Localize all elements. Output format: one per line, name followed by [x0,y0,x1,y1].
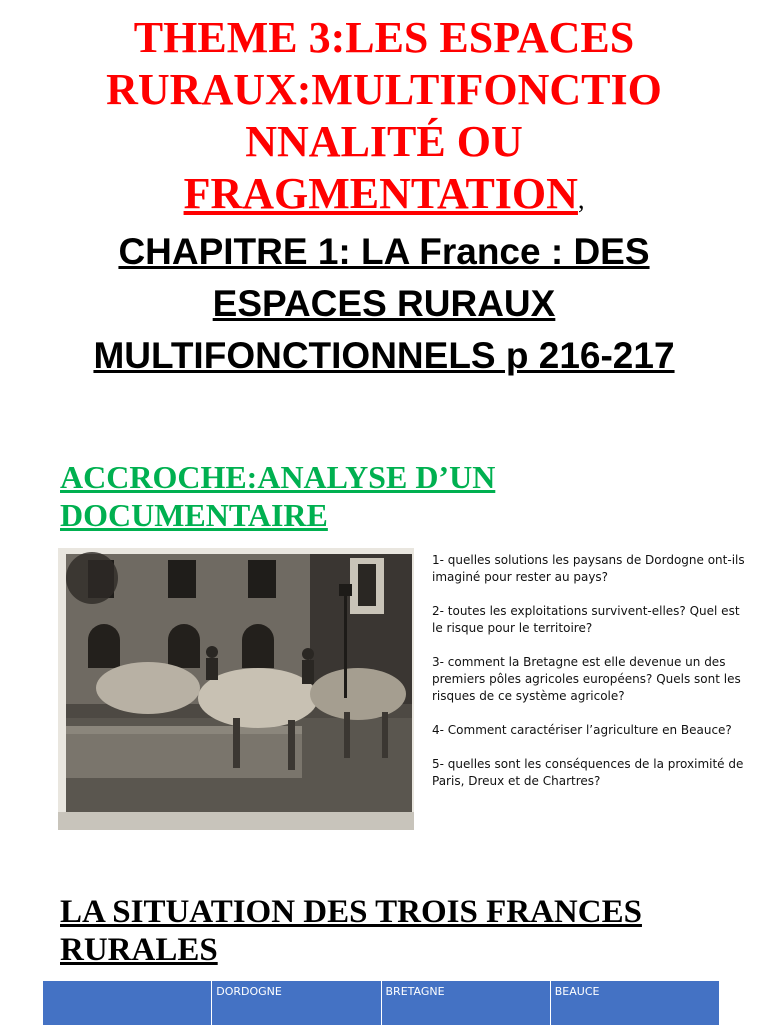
chapter-title [0,226,768,382]
theme-title-line-1: THEME 3:LES ESPACES [133,13,635,62]
theme-title-line-4-wrap [0,168,768,226]
regions-table [42,980,720,1026]
table-header-cell-dordogne: DORDOGNE [212,981,381,1026]
theme-title-line-2: RURAUX:MULTIFONCTIO [106,65,662,114]
theme-title-line-4: FRAGMENTATION [183,169,578,218]
theme-title [0,12,768,226]
chapter-title-line-1-wrap [0,226,768,278]
theme-title-line-3: NNALITÉ OU [245,117,523,166]
question-item: 4- Comment caractériser l’agriculture en Beauce? [432,723,732,737]
chapter-title-line-2-wrap [0,278,768,330]
question-list [432,552,752,807]
chapter-title-line-3-wrap [0,330,768,382]
accroche-heading-line-1: ACCROCHE:ANALYSE D’UN [60,459,496,495]
situation-heading [60,893,760,969]
historic-photo [58,548,414,830]
accroche-heading [60,458,580,534]
chapter-title-line-2: ESPACES RURAUX [212,283,556,324]
theme-title-comma: , [577,185,585,214]
question-item: 1- quelles solutions les paysans de Dordogne ont-ils imaginé pour rester au pays? [432,553,745,584]
chapter-title-line-3: MULTIFONCTIONNELS p 216-217 [93,335,675,376]
situation-heading-line-2: RURALES [60,932,218,968]
chapter-title-line-1: CHAPITRE 1: LA France : DES [118,231,650,272]
question-item: 5- quelles sont les conséquences de la proximité de Paris, Dreux et de Chartres? [432,757,744,788]
table-header-cell-beauce: BEAUCE [550,981,719,1026]
situation-heading-line-1: LA SITUATION DES TROIS FRANCES [60,894,642,930]
table-header-cell-empty [43,981,212,1026]
question-item: 3- comment la Bretagne est elle devenue un des premiers pôles agricoles européens? Quels sont les risques de ce système agricole? [432,655,741,703]
historic-photo-illustration [58,548,414,830]
accroche-heading-line-2: DOCUMENTAIRE [60,497,328,533]
table-header-cell-bretagne: BRETAGNE [381,981,550,1026]
table-header-row [43,981,720,1026]
question-item: 2- toutes les exploitations survivent-elles? Quel est le risque pour le territoire? [432,604,740,635]
